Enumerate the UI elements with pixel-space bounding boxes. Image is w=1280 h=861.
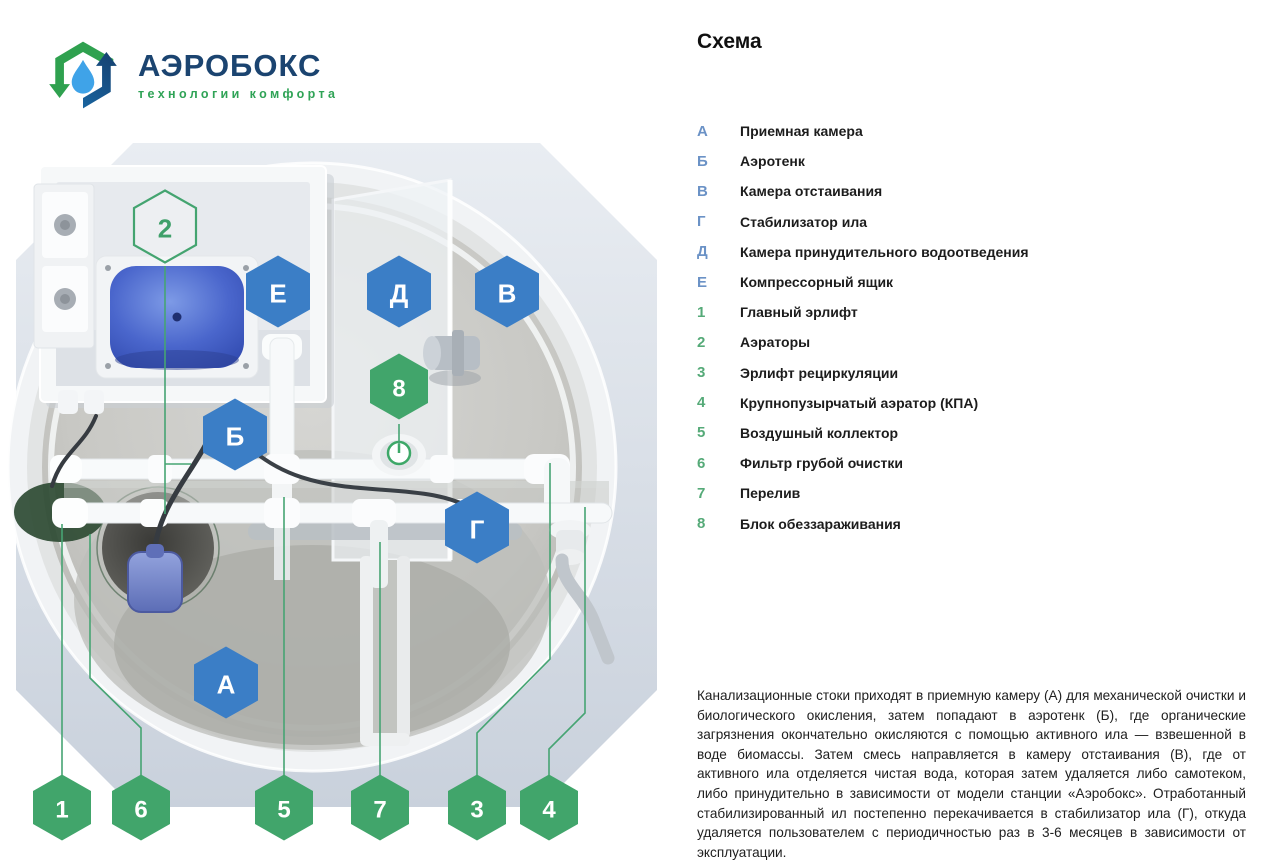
legend-label: Воздушный коллектор xyxy=(740,424,899,441)
legend-item xyxy=(697,508,1246,538)
legend-label: Стабилизатор ила xyxy=(740,213,868,230)
legend-item xyxy=(697,146,1246,176)
legend-key: 4 xyxy=(697,394,706,412)
marker-label: В xyxy=(497,278,517,309)
marker-part-4 xyxy=(520,775,578,846)
marker-label: 5 xyxy=(277,796,291,823)
legend-key: 5 xyxy=(697,424,706,442)
legend-key: 6 xyxy=(697,454,706,472)
legend-item xyxy=(697,358,1246,388)
legend-label: Приемная камера xyxy=(740,123,863,140)
legend-key: Г xyxy=(697,213,706,231)
marker-label: Б xyxy=(225,421,245,452)
legend-item xyxy=(697,237,1246,267)
legend xyxy=(697,116,1246,539)
description-text: Канализационные стоки приходят в приемную камеру (А) для механической очистки и биологического окисления, затем попадают в аэротенк (Б), где органические загрязнения окончательно окисляются с помощью активного ила — взвешенной в воде биомассы. Затем смесь направляется в камеру отстаивания (В), где от активного ила отделяется чистая вода, которая затем удаляется либо самотеком, либо принудительно в зависимости от модели станции «Аэробокс». Отработанный стабилизированный ил постепенно перекачивается в стабилизатор ила (Г), откуда удаляется пользователем с периодичностью раз в 3-6 месяцев в зависимости от эксплуатации. xyxy=(697,688,1246,860)
marker-part-3 xyxy=(448,775,506,846)
marker-label: 8 xyxy=(392,375,406,402)
legend-label: Главный эрлифт xyxy=(740,304,858,321)
legend-key: Е xyxy=(697,273,708,291)
marker-chamber-g xyxy=(445,492,509,569)
marker-label: 6 xyxy=(134,796,148,823)
brand-tagline: технологии комфорта xyxy=(138,86,339,101)
legend-key: 2 xyxy=(697,333,706,351)
marker-label: 3 xyxy=(470,796,484,823)
legend-key: 8 xyxy=(697,515,706,533)
brand-name: АЭРОБОКС xyxy=(138,47,322,83)
marker-chamber-v xyxy=(475,256,539,333)
legend-item xyxy=(697,418,1246,448)
marker-part-2 xyxy=(131,189,199,270)
legend-item xyxy=(697,267,1246,297)
legend-key: Б xyxy=(697,152,708,170)
legend-item xyxy=(697,388,1246,418)
marker-label: 4 xyxy=(542,796,556,823)
marker-label: Д xyxy=(389,278,409,309)
legend-label: Перелив xyxy=(740,485,801,502)
legend-label: Эрлифт рециркуляции xyxy=(740,364,899,381)
schema-panel xyxy=(697,30,1246,860)
marker-chamber-a xyxy=(194,647,258,724)
legend-label: Камера отстаивания xyxy=(740,183,883,200)
marker-part-6 xyxy=(112,775,170,846)
legend-label: Камера принудительного водоотведения xyxy=(740,243,1029,260)
marker-part-5 xyxy=(255,775,313,846)
marker-part-7 xyxy=(351,775,409,846)
marker-label: А xyxy=(216,669,236,700)
marker-label: 1 xyxy=(55,796,69,823)
marker-chamber-e xyxy=(246,256,310,333)
legend-label: Аэраторы xyxy=(740,334,811,351)
legend-item xyxy=(697,478,1246,508)
legend-key: 7 xyxy=(697,484,706,502)
legend-item xyxy=(697,176,1246,206)
legend-item xyxy=(697,207,1246,237)
legend-key: 3 xyxy=(697,364,706,382)
marker-label: 2 xyxy=(157,213,173,244)
legend-label: Компрессорный ящик xyxy=(740,274,894,291)
legend-label: Аэротенк xyxy=(740,153,805,170)
legend-label: Крупнопузырчатый аэратор (КПА) xyxy=(740,394,979,411)
legend-item xyxy=(697,327,1246,357)
legend-key: А xyxy=(697,122,708,140)
marker-label: Е xyxy=(269,278,287,309)
legend-label: Блок обеззараживания xyxy=(740,515,901,532)
legend-key: 1 xyxy=(697,303,706,321)
legend-item xyxy=(697,116,1246,146)
marker-chamber-d xyxy=(367,256,431,333)
marker-part-8 xyxy=(370,354,428,425)
legend-label: Фильтр грубой очистки xyxy=(740,455,903,472)
marker-part-1 xyxy=(33,775,91,846)
legend-key: Д xyxy=(697,243,708,261)
legend-item xyxy=(697,448,1246,478)
marker-label: 7 xyxy=(373,796,387,823)
marker-chamber-b xyxy=(203,399,267,476)
marker-label: Г xyxy=(469,514,485,545)
legend-item xyxy=(697,297,1246,327)
schema-title: Схема xyxy=(697,30,762,53)
legend-key: В xyxy=(697,182,708,200)
